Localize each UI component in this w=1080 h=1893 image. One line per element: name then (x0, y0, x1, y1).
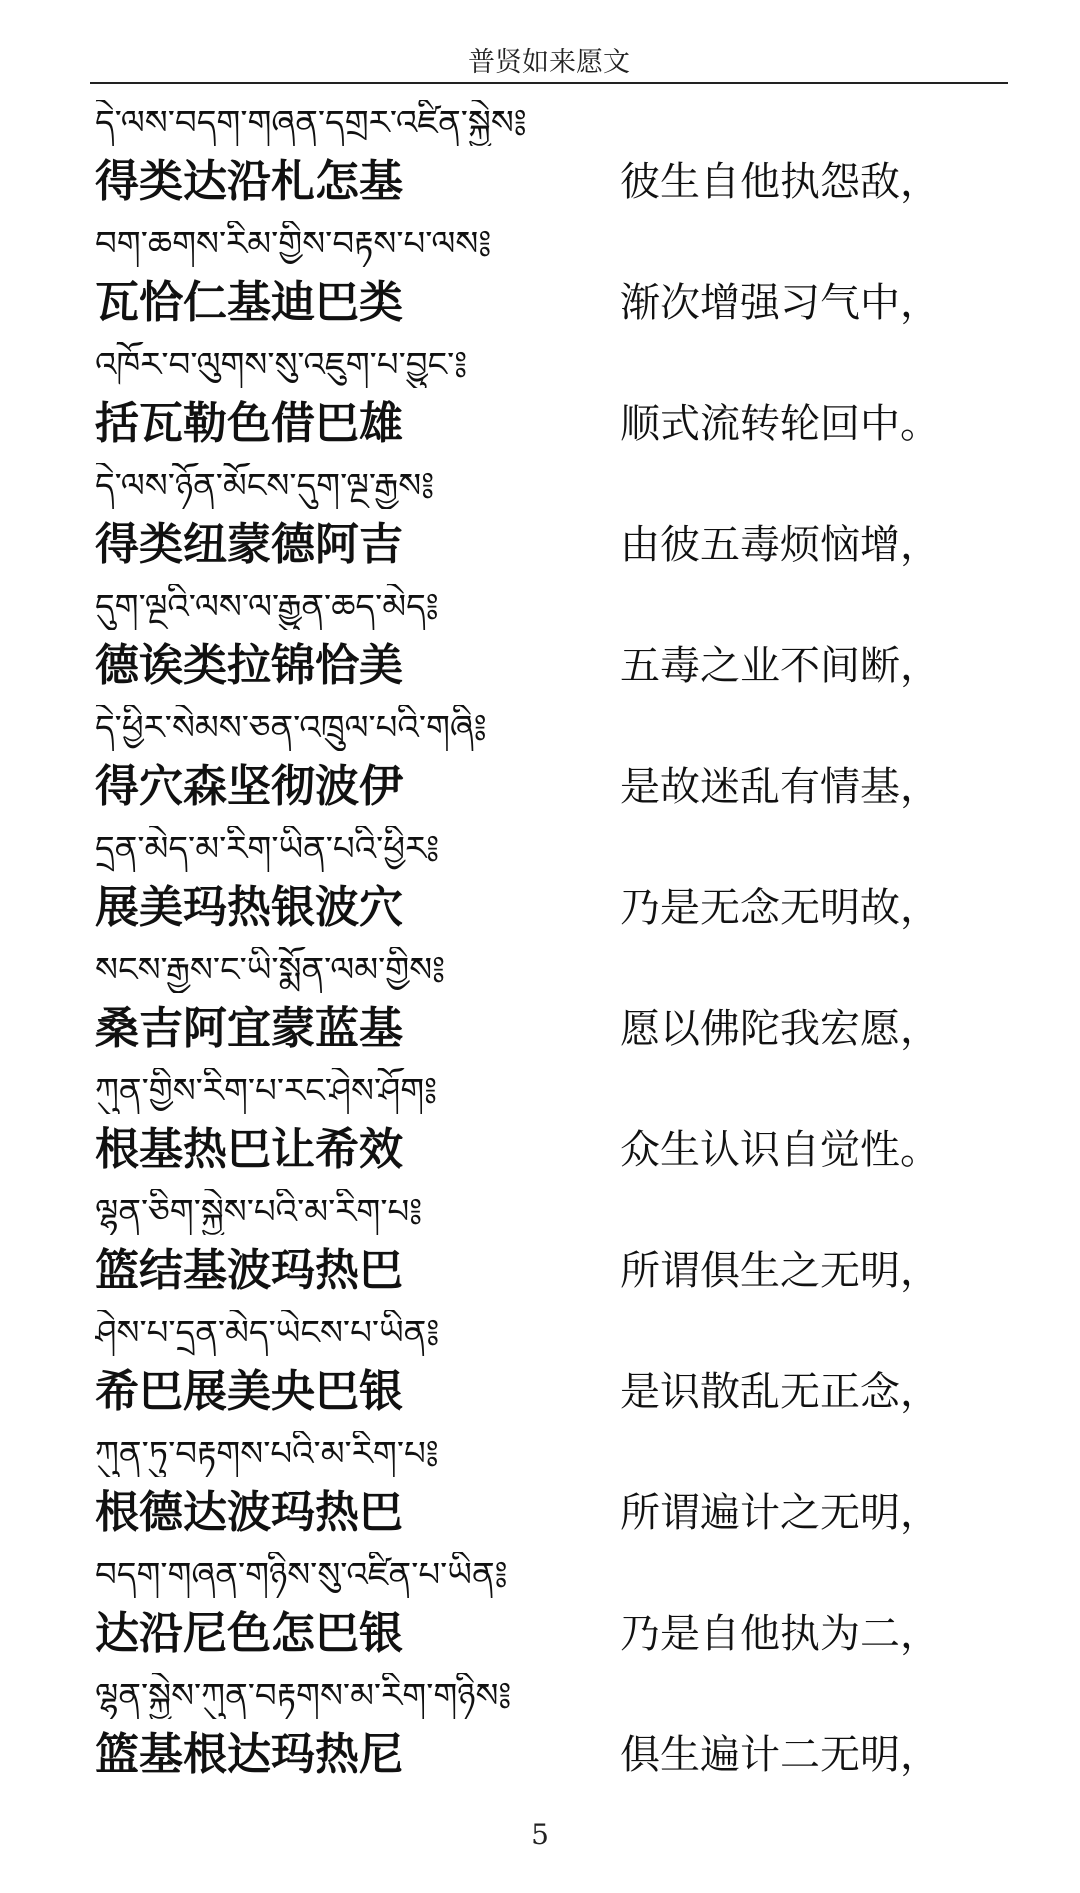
verse-stanza (0, 1421, 1080, 1542)
transliteration-line: 篮结基波玛热巴 (95, 1245, 403, 1296)
transliteration-line: 得穴森坚彻波伊 (95, 761, 403, 812)
tibetan-line: ལྷན་ཅིག་སྐྱེས་པའི་མ་རིག་པ༔ (95, 1192, 423, 1232)
verse-stanza (0, 332, 1080, 453)
tibetan-line: བདག་གཞན་གཉིས་སུ་འཛིན་པ་ཡིན༔ (95, 1555, 508, 1595)
verse-stanza (0, 1179, 1080, 1300)
transliteration-line: 德诶类拉锦恰美 (95, 640, 403, 691)
transliteration-line: 瓦恰仁基迪巴类 (95, 277, 403, 328)
tibetan-line: དུག་ལྔའི་ལས་ལ་རྒྱུན་ཆད་མེད༔ (95, 587, 439, 627)
meaning-line: 所谓俱生之无明， (620, 1248, 940, 1294)
page-number: 5 (531, 1818, 549, 1851)
transliteration-line: 得类纽蒙德阿吉 (95, 519, 403, 570)
meaning-line: 是故迷乱有情基， (620, 764, 940, 810)
verse-stanza (0, 937, 1080, 1058)
meaning-line: 渐次增强习气中， (620, 280, 940, 326)
verse-stanza (0, 1300, 1080, 1421)
verse-stanza (0, 211, 1080, 332)
verse-stanza (0, 695, 1080, 816)
transliteration-line: 展美玛热银波穴 (95, 882, 403, 933)
verse-stanza (0, 1542, 1080, 1663)
verse-stanza (0, 90, 1080, 211)
transliteration-line: 得类达沿札怎基 (95, 156, 403, 207)
tibetan-line: ཀུན་གྱིས་རིག་པ་རང་ཤེས་ཤོག༔ (95, 1071, 438, 1111)
transliteration-line: 根基热巴让希效 (95, 1124, 403, 1175)
meaning-line: 五毒之业不间断， (620, 643, 940, 689)
meaning-line: 众生认识自觉性。 (620, 1127, 940, 1173)
tibetan-line: དྲན་མེད་མ་རིག་ཡིན་པའི་ཕྱིར༔ (95, 829, 440, 869)
verse-stanza (0, 574, 1080, 695)
meaning-line: 是识散乱无正念， (620, 1369, 940, 1415)
tibetan-line: དེ་ལས་བདག་གཞན་དགྲར་འཛིན་སྐྱེས༔ (95, 103, 527, 143)
verse-list (0, 90, 1080, 1784)
meaning-line: 顺式流转轮回中。 (620, 401, 940, 447)
tibetan-line: བག་ཆགས་རིམ་གྱིས་བརྟས་པ་ལས༔ (95, 224, 492, 264)
transliteration-line: 桑吉阿宜蒙蓝基 (95, 1003, 403, 1054)
meaning-line: 俱生遍计二无明， (620, 1732, 940, 1778)
tibetan-line: འཁོར་བ་ལུགས་སུ་འཇུག་པ་བྱུང་༔ (95, 345, 468, 385)
meaning-line: 乃是自他执为二， (620, 1611, 940, 1657)
meaning-line: 所谓遍计之无明， (620, 1490, 940, 1536)
transliteration-line: 根德达波玛热巴 (95, 1487, 403, 1538)
meaning-line: 愿以佛陀我宏愿， (620, 1006, 940, 1052)
meaning-line: 彼生自他执怨敌， (620, 159, 940, 205)
verse-stanza (0, 816, 1080, 937)
tibetan-line: ཤེས་པ་དྲན་མེད་ཡེངས་པ་ཡིན༔ (95, 1313, 440, 1353)
transliteration-line: 括瓦勒色借巴雄 (95, 398, 403, 449)
header-title: 普贤如来愿文 (468, 47, 630, 78)
verse-stanza (0, 1058, 1080, 1179)
meaning-line: 乃是无念无明故， (620, 885, 940, 931)
tibetan-line: ཀུན་ཏུ་བརྟགས་པའི་མ་རིག་པ༔ (95, 1434, 439, 1474)
tibetan-line: ལྷན་སྐྱེས་ཀུན་བརྟགས་མ་རིག་གཉིས༔ (95, 1676, 512, 1716)
tibetan-line: དེ་ཕྱིར་སེམས་ཅན་འཁྲུལ་པའི་གཞི༔ (95, 708, 487, 748)
transliteration-line: 篮基根达玛热尼 (95, 1729, 403, 1780)
meaning-line: 由彼五毒烦恼增， (620, 522, 940, 568)
transliteration-line: 达沿尼色怎巴银 (95, 1608, 403, 1659)
page-header (90, 40, 1008, 84)
verse-stanza (0, 1663, 1080, 1784)
tibetan-line: སངས་རྒྱས་ང་ཡི་སྨོན་ལམ་གྱིས༔ (95, 950, 446, 990)
verse-stanza (0, 453, 1080, 574)
tibetan-line: དེ་ལས་ཉོན་མོངས་དུག་ལྔ་རྒྱས༔ (95, 466, 435, 506)
transliteration-line: 希巴展美央巴银 (95, 1366, 403, 1417)
